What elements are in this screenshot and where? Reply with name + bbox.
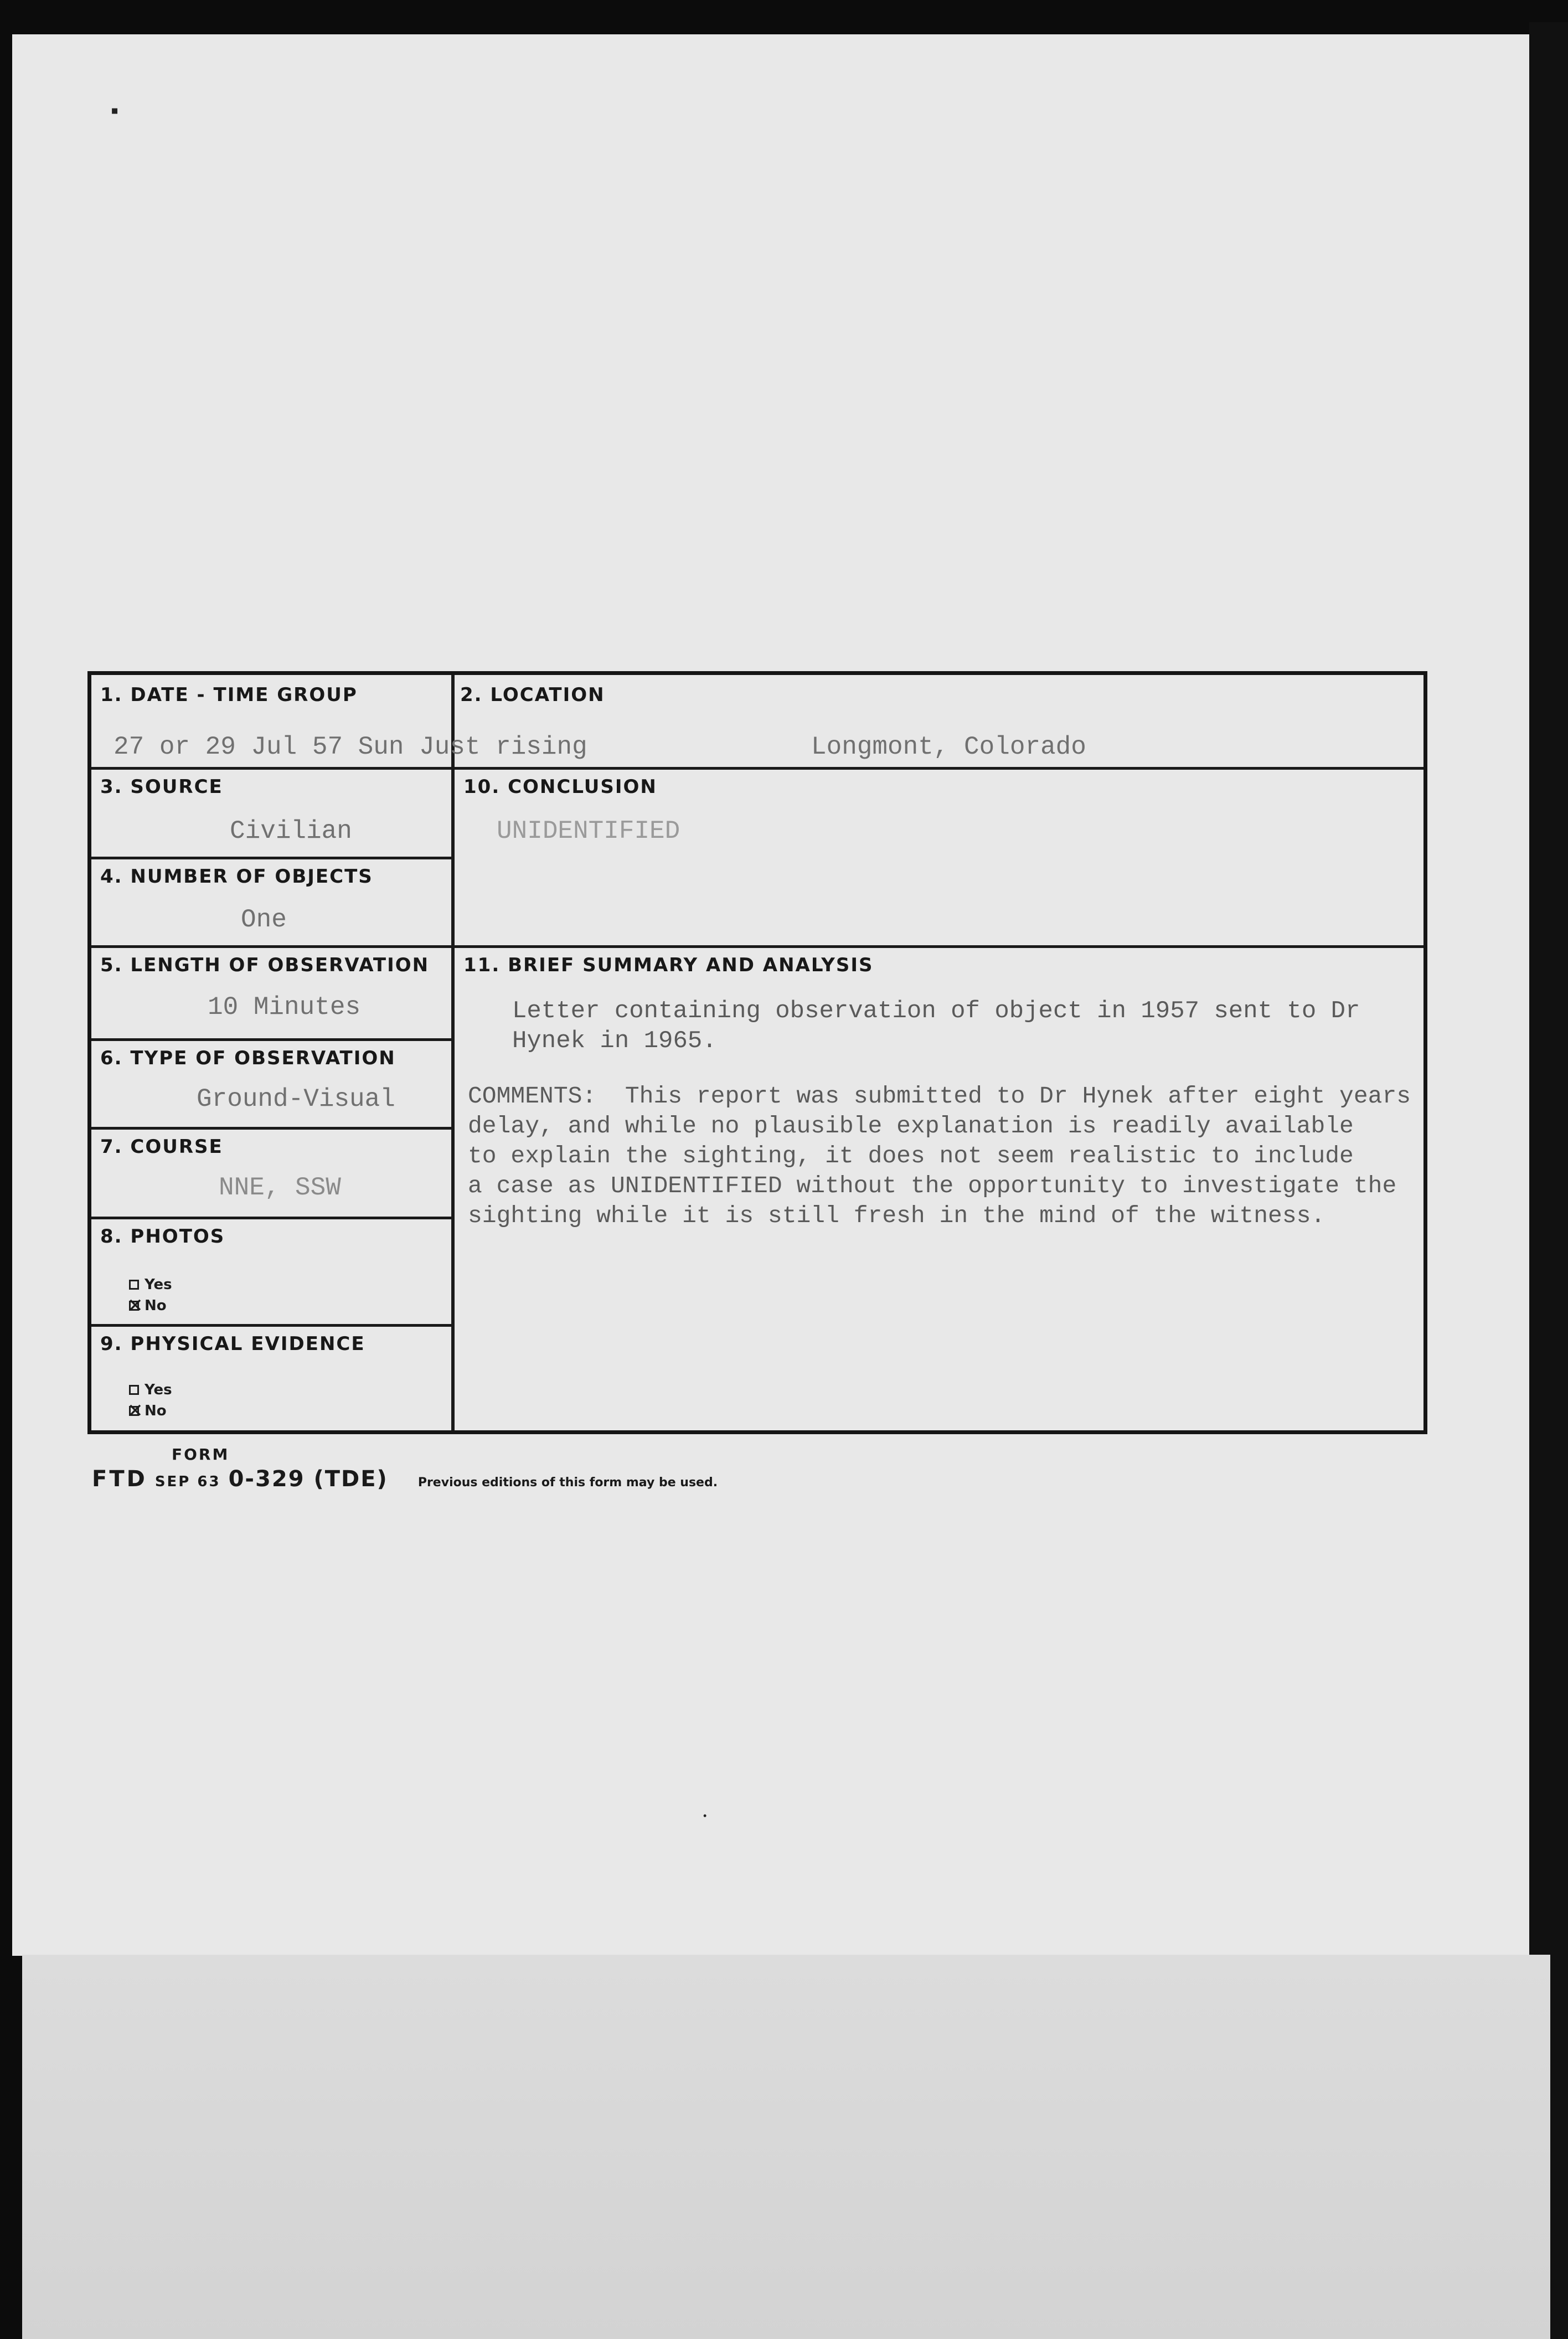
option-label: No [145,1297,167,1314]
field-label: 11. BRIEF SUMMARY AND ANALYSIS [463,954,874,976]
date-time-value: 27 or 29 Jul 57 Sun Just rising [114,733,587,761]
comments-line: to explain the sighting, it does not seem realistic to include [468,1142,1354,1170]
footer-date: SEP 63 [154,1474,221,1490]
field-source [91,767,451,857]
form-footer [92,1466,718,1492]
field-label: 5. LENGTH OF OBSERVATION [100,954,430,976]
footer-ftd: FTD [92,1466,147,1492]
project-card-form [87,671,1427,1434]
type-of-observation-value: Ground-Visual [197,1085,395,1114]
checkbox[interactable] [129,1385,139,1395]
scan-speck: • [703,1810,707,1821]
field-label: 2. LOCATION [460,684,605,706]
option-label: Yes [145,1382,172,1398]
comments-line: sighting while it is still fresh in the mind of the witness. [468,1202,1325,1229]
field-course [91,1127,451,1217]
footer-form-number: 0-329 (TDE) [228,1466,388,1492]
comments-line: delay, and while no plausible explanation is readily available [468,1112,1354,1140]
comments-line: a case as UNIDENTIFIED without the opportunity to investigate the [468,1172,1397,1199]
field-number-of-objects [91,857,451,945]
physical-evidence-no-option[interactable] [129,1403,167,1419]
summary-line: Letter containing observation of object in 1957 sent to Dr [512,997,1360,1025]
field-label: 6. TYPE OF OBSERVATION [100,1047,396,1069]
source-value: Civilian [230,817,352,846]
field-label: 8. PHOTOS [100,1225,225,1248]
field-length-of-observation [91,945,451,1038]
scan-speck: ▪ [111,99,119,123]
underlying-page [22,1955,1550,2339]
option-label: No [145,1403,167,1419]
footer-form-word: FORM [172,1445,230,1464]
summary-line: Hynek in 1965. [512,1027,717,1055]
field-label: 1. DATE - TIME GROUP [100,684,358,706]
footer-note: Previous editions of this form may be used. [417,1476,718,1490]
summary-text [512,996,1360,1056]
field-label: 10. CONCLUSION [463,776,657,798]
length-of-observation-value: 10 Minutes [208,993,361,1022]
field-type-of-observation [91,1038,451,1127]
field-label: 9. PHYSICAL EVIDENCE [100,1333,365,1355]
field-photos [91,1217,451,1324]
field-label: 7. COURSE [100,1136,223,1158]
photos-yes-option[interactable] [129,1276,172,1293]
field-label: 4. NUMBER OF OBJECTS [100,865,373,888]
comments-line: COMMENTS: This report was submitted to Dr Hynek after eight years [468,1083,1411,1110]
field-label: 3. SOURCE [100,776,223,798]
physical-evidence-yes-option[interactable] [129,1382,172,1398]
checkbox[interactable] [129,1280,139,1290]
course-value: NNE, SSW [219,1173,341,1202]
field-physical-evidence [91,1324,451,1430]
checkbox-checked[interactable] [129,1406,139,1416]
location-value: Longmont, Colorado [811,733,1086,761]
checkbox-checked[interactable] [129,1301,139,1311]
conclusion-value: UNIDENTIFIED [497,817,680,846]
number-of-objects-value: One [241,905,287,934]
option-label: Yes [145,1276,172,1293]
field-conclusion [455,767,1423,945]
comments-text [468,1081,1411,1231]
photos-no-option[interactable] [129,1297,167,1314]
